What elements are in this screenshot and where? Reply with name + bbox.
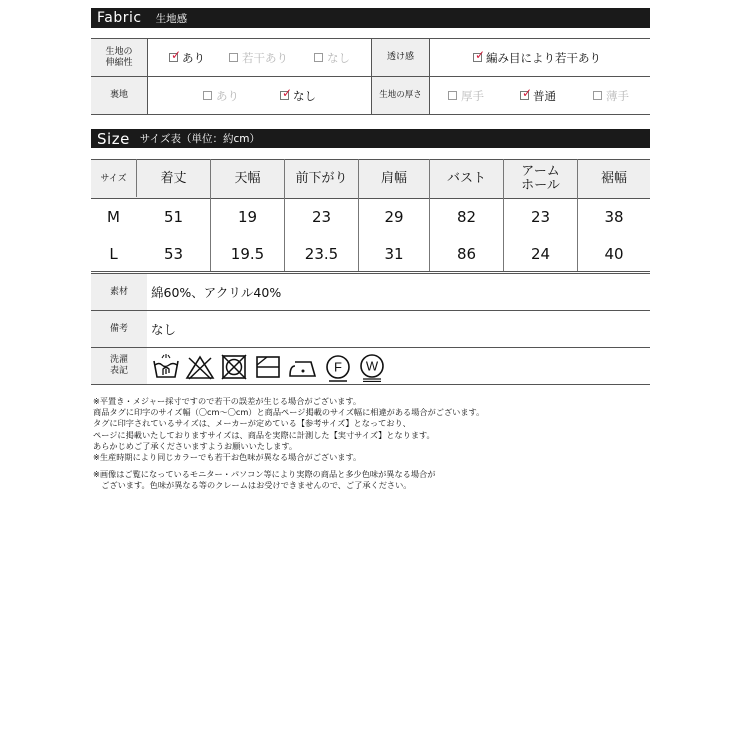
note-line: あらかじめご了承くださいますようお願いいたします。	[93, 440, 298, 451]
lining-label: 裏地	[91, 77, 147, 114]
header-bust: バスト	[446, 171, 486, 186]
thickness-label: 生地の厚さ	[372, 77, 429, 114]
care-label: 洗濯 表記	[91, 348, 147, 384]
note-line: ※生産時期により同じカラーでも若干お色味が異なる場合がございます。	[93, 452, 362, 463]
checkbox-checked-icon: ✓	[282, 86, 293, 100]
size-cell: M	[107, 207, 120, 226]
remarks-value: なし	[151, 322, 177, 337]
no-tumble-dry-icon	[219, 352, 249, 382]
size-cell: 51	[163, 207, 184, 226]
header-front-drop: 前下がり	[295, 171, 348, 186]
checkbox-checked-icon: ✓	[475, 48, 486, 62]
size-cell: 23	[311, 207, 332, 226]
checkbox-icon	[229, 53, 238, 62]
note-line: ページに掲載いたしておりますサイズは、商品を実際に計測した【実寸サイズ】となります。	[93, 429, 435, 440]
checkbox-checked-icon: ✓	[522, 86, 533, 100]
size-title-jp: サイズ表（単位：約cm）	[139, 133, 260, 145]
size-cell: 40	[604, 244, 624, 263]
no-bleach-icon	[185, 352, 215, 382]
notes	[93, 396, 653, 492]
size-table-header	[91, 159, 650, 199]
size-title-en: Size	[97, 129, 130, 148]
header-neck-width: 天幅	[234, 171, 261, 186]
note-line: タグに印字されているサイズは、メーカーが定めている【参考サイズ】となっており、	[93, 418, 411, 429]
checkbox-checked-icon: ✓	[171, 48, 182, 62]
size-cell: 19.5	[230, 244, 265, 263]
size-cell: 23.5	[304, 244, 339, 263]
fabric-title-jp: 生地感	[155, 12, 188, 25]
header-size: サイズ	[100, 174, 127, 184]
size-cell: 23	[530, 207, 551, 226]
fabric-row-2	[91, 77, 650, 115]
material-label: 素材	[91, 274, 147, 310]
size-cell: 29	[384, 207, 404, 226]
svg-text:F: F	[334, 359, 342, 375]
sheer-label: 透け感	[372, 39, 429, 76]
size-cell: 38	[604, 207, 624, 226]
care-icons	[151, 350, 391, 384]
checkbox-icon	[593, 91, 602, 100]
note-line: ※画像はご覧になっているモニター・パソコン等により実際の商品と多少色味が異なる場合が	[93, 469, 436, 480]
iron-low-icon	[287, 352, 319, 382]
header-hem-width: 裾幅	[600, 171, 627, 186]
checkbox-icon	[448, 91, 457, 100]
material-row	[91, 274, 650, 311]
note-line: ※平置き・メジャー採寸ですので若干の誤差が生じる場合がございます。	[93, 396, 362, 406]
thickness-option-thin: 薄手	[593, 77, 629, 114]
header-length: 着丈	[160, 171, 187, 186]
fabric-title-en: Fabric	[97, 10, 142, 26]
size-row-m	[91, 198, 650, 235]
care-row	[91, 348, 650, 385]
checkbox-icon	[314, 53, 323, 62]
dry-clean-f-icon	[323, 352, 353, 382]
wet-clean-w-icon	[357, 352, 387, 382]
size-cell: 19	[237, 207, 258, 226]
size-cell: 82	[456, 207, 477, 226]
sheer-option-knit: ✓ 編み目により若干あり	[475, 48, 601, 65]
stretch-option-slight: 若干あり	[229, 39, 288, 76]
remarks-label: 備考	[91, 311, 147, 347]
stretch-option-no: なし	[314, 39, 350, 76]
note-line: ございます。色味が異なる等のクレームはお受けできませんので、ご了承ください。	[93, 480, 412, 491]
lining-option-yes: あり	[203, 77, 239, 114]
size-cell: 86	[456, 244, 477, 263]
size-row-l	[91, 235, 650, 272]
material-value: 綿60%、アクリル40%	[151, 285, 282, 300]
shade-dry-flat-icon	[253, 352, 283, 382]
fabric-table	[91, 38, 650, 115]
header-armhole: アーム ホール	[521, 164, 560, 193]
size-section-header	[91, 129, 650, 148]
size-cell: 31	[384, 244, 404, 263]
header-shoulder: 肩幅	[380, 171, 407, 186]
lining-option-no: ✓ なし	[282, 86, 316, 103]
note-line: 商品タグに印字のサイズ幅（〇cm〜〇cm）と商品ページ掲載のサイズ幅に相違がある場合がございます。	[93, 407, 485, 418]
svg-text:W: W	[365, 358, 379, 374]
remarks-row	[91, 311, 650, 348]
stretch-label: 生地の 伸縮性	[91, 39, 147, 76]
size-cell: 53	[163, 244, 184, 263]
stretch-option-yes: ✓ あり	[171, 48, 205, 65]
checkbox-icon	[203, 91, 212, 100]
size-cell: 24	[530, 244, 551, 263]
size-cell: L	[109, 244, 118, 263]
wash-30-hand-icon	[151, 352, 181, 382]
thickness-option-thick: 厚手	[448, 77, 484, 114]
thickness-option-normal: ✓ 普通	[522, 86, 556, 103]
fabric-row-1	[91, 39, 650, 77]
fabric-section-header	[91, 8, 650, 28]
